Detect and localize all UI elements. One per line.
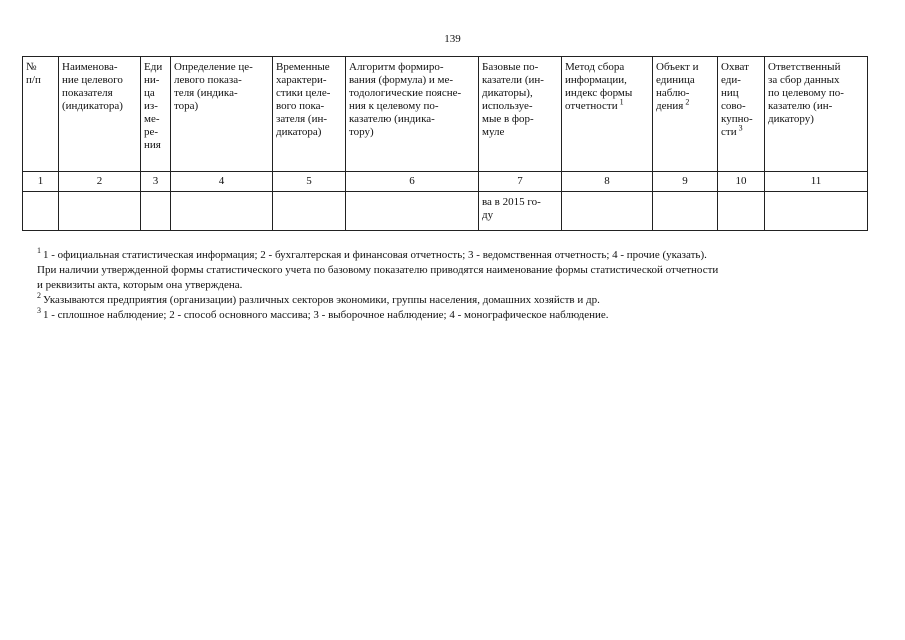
table-cell [141,192,171,231]
header-text: Объект и единица наблю- дения [656,61,699,112]
footnote-mark: 1 [37,246,41,256]
header-sup: 1 [617,97,624,107]
table-row [23,192,868,231]
header-text: Наименова- ние целевого показателя (индикатора) [62,61,123,112]
header-text: Временные характери- стики целе- вого пока- зателя (ин- дикатора) [276,61,331,138]
footnote-line [37,248,852,263]
header-cell-base-indicators [479,57,562,172]
footnote-line [37,278,852,293]
footnotes [37,248,852,323]
column-number-cell: 5 [273,172,346,192]
column-number-cell: 9 [653,172,718,192]
header-cell-name [59,57,141,172]
table-cell: ва в 2015 го- ду [479,192,562,231]
page-number: 139 [444,33,461,45]
table-cell [59,192,141,231]
column-number-cell: 2 [59,172,141,192]
header-text: Базовые по- казатели (ин- дикаторы), используе- мые в фор- муле [482,61,544,138]
footnote-text: При наличии утвержденной формы статистического учета по базовому показателю приводятся наименование формы статистической отчетности [37,264,719,276]
footnote-line [37,293,852,308]
footnote-text: Указываются предприятия (организации) различных секторов экономики, группы населения, домашних хозяйств и др. [43,294,600,306]
header-sup: 2 [683,97,690,107]
header-text: Еди ни- ца из- ме- ре- ния [144,61,163,151]
header-cell-collection-method [562,57,653,172]
column-number-row [23,172,868,192]
footnote-text: 1 - официальная статистическая информация; 2 - бухгалтерская и финансовая отчетность; 3 - ведомственная отчетность; 4 - прочие (указать). [43,249,707,261]
header-text: Ответственный за сбор данных по целевому по- казателю (ин- дикатору) [768,61,844,125]
header-text: Метод сбора информации, индекс формы отчетности [565,61,633,112]
table-cell [23,192,59,231]
header-cell-unit [141,57,171,172]
table-cell [562,192,653,231]
header-cell-definition [171,57,273,172]
footnote-line [37,308,852,323]
footnote-text: 1 - сплошное наблюдение; 2 - способ основного массива; 3 - выборочное наблюдение; 4 - монографическое наблюдение. [43,309,609,321]
indicator-table [22,56,868,231]
header-text: № п/п [26,61,41,86]
table-cell [653,192,718,231]
header-cell-observation-object [653,57,718,172]
header-cell-number [23,57,59,172]
header-text: Алгоритм формиро- вания (формула) и ме- тодологические поясне- ния к целевому по- казателю (индика- тору) [349,61,462,138]
footnote-mark: 2 [37,291,41,301]
column-number-cell: 3 [141,172,171,192]
header-row [23,57,868,172]
table-cell [718,192,765,231]
column-number-cell: 1 [23,172,59,192]
header-text: Определение це- левого показа- теля (индика- тора) [174,61,253,112]
column-number-cell: 10 [718,172,765,192]
column-number-cell: 6 [346,172,479,192]
header-cell-responsible [765,57,868,172]
column-number-cell: 11 [765,172,868,192]
header-cell-temporal [273,57,346,172]
column-number-cell: 4 [171,172,273,192]
header-text: Охват еди- ниц сово- купно- сти [721,61,753,138]
header-sup: 3 [736,123,743,133]
header-cell-coverage [718,57,765,172]
footnote-mark: 3 [37,306,41,316]
column-number-cell: 7 [479,172,562,192]
table-cell [346,192,479,231]
table-cell [765,192,868,231]
header-cell-algorithm [346,57,479,172]
table-cell [273,192,346,231]
column-number-cell: 8 [562,172,653,192]
table-cell [171,192,273,231]
footnote-line [37,263,852,278]
footnote-text: и реквизиты акта, которым она утверждена. [37,279,243,291]
